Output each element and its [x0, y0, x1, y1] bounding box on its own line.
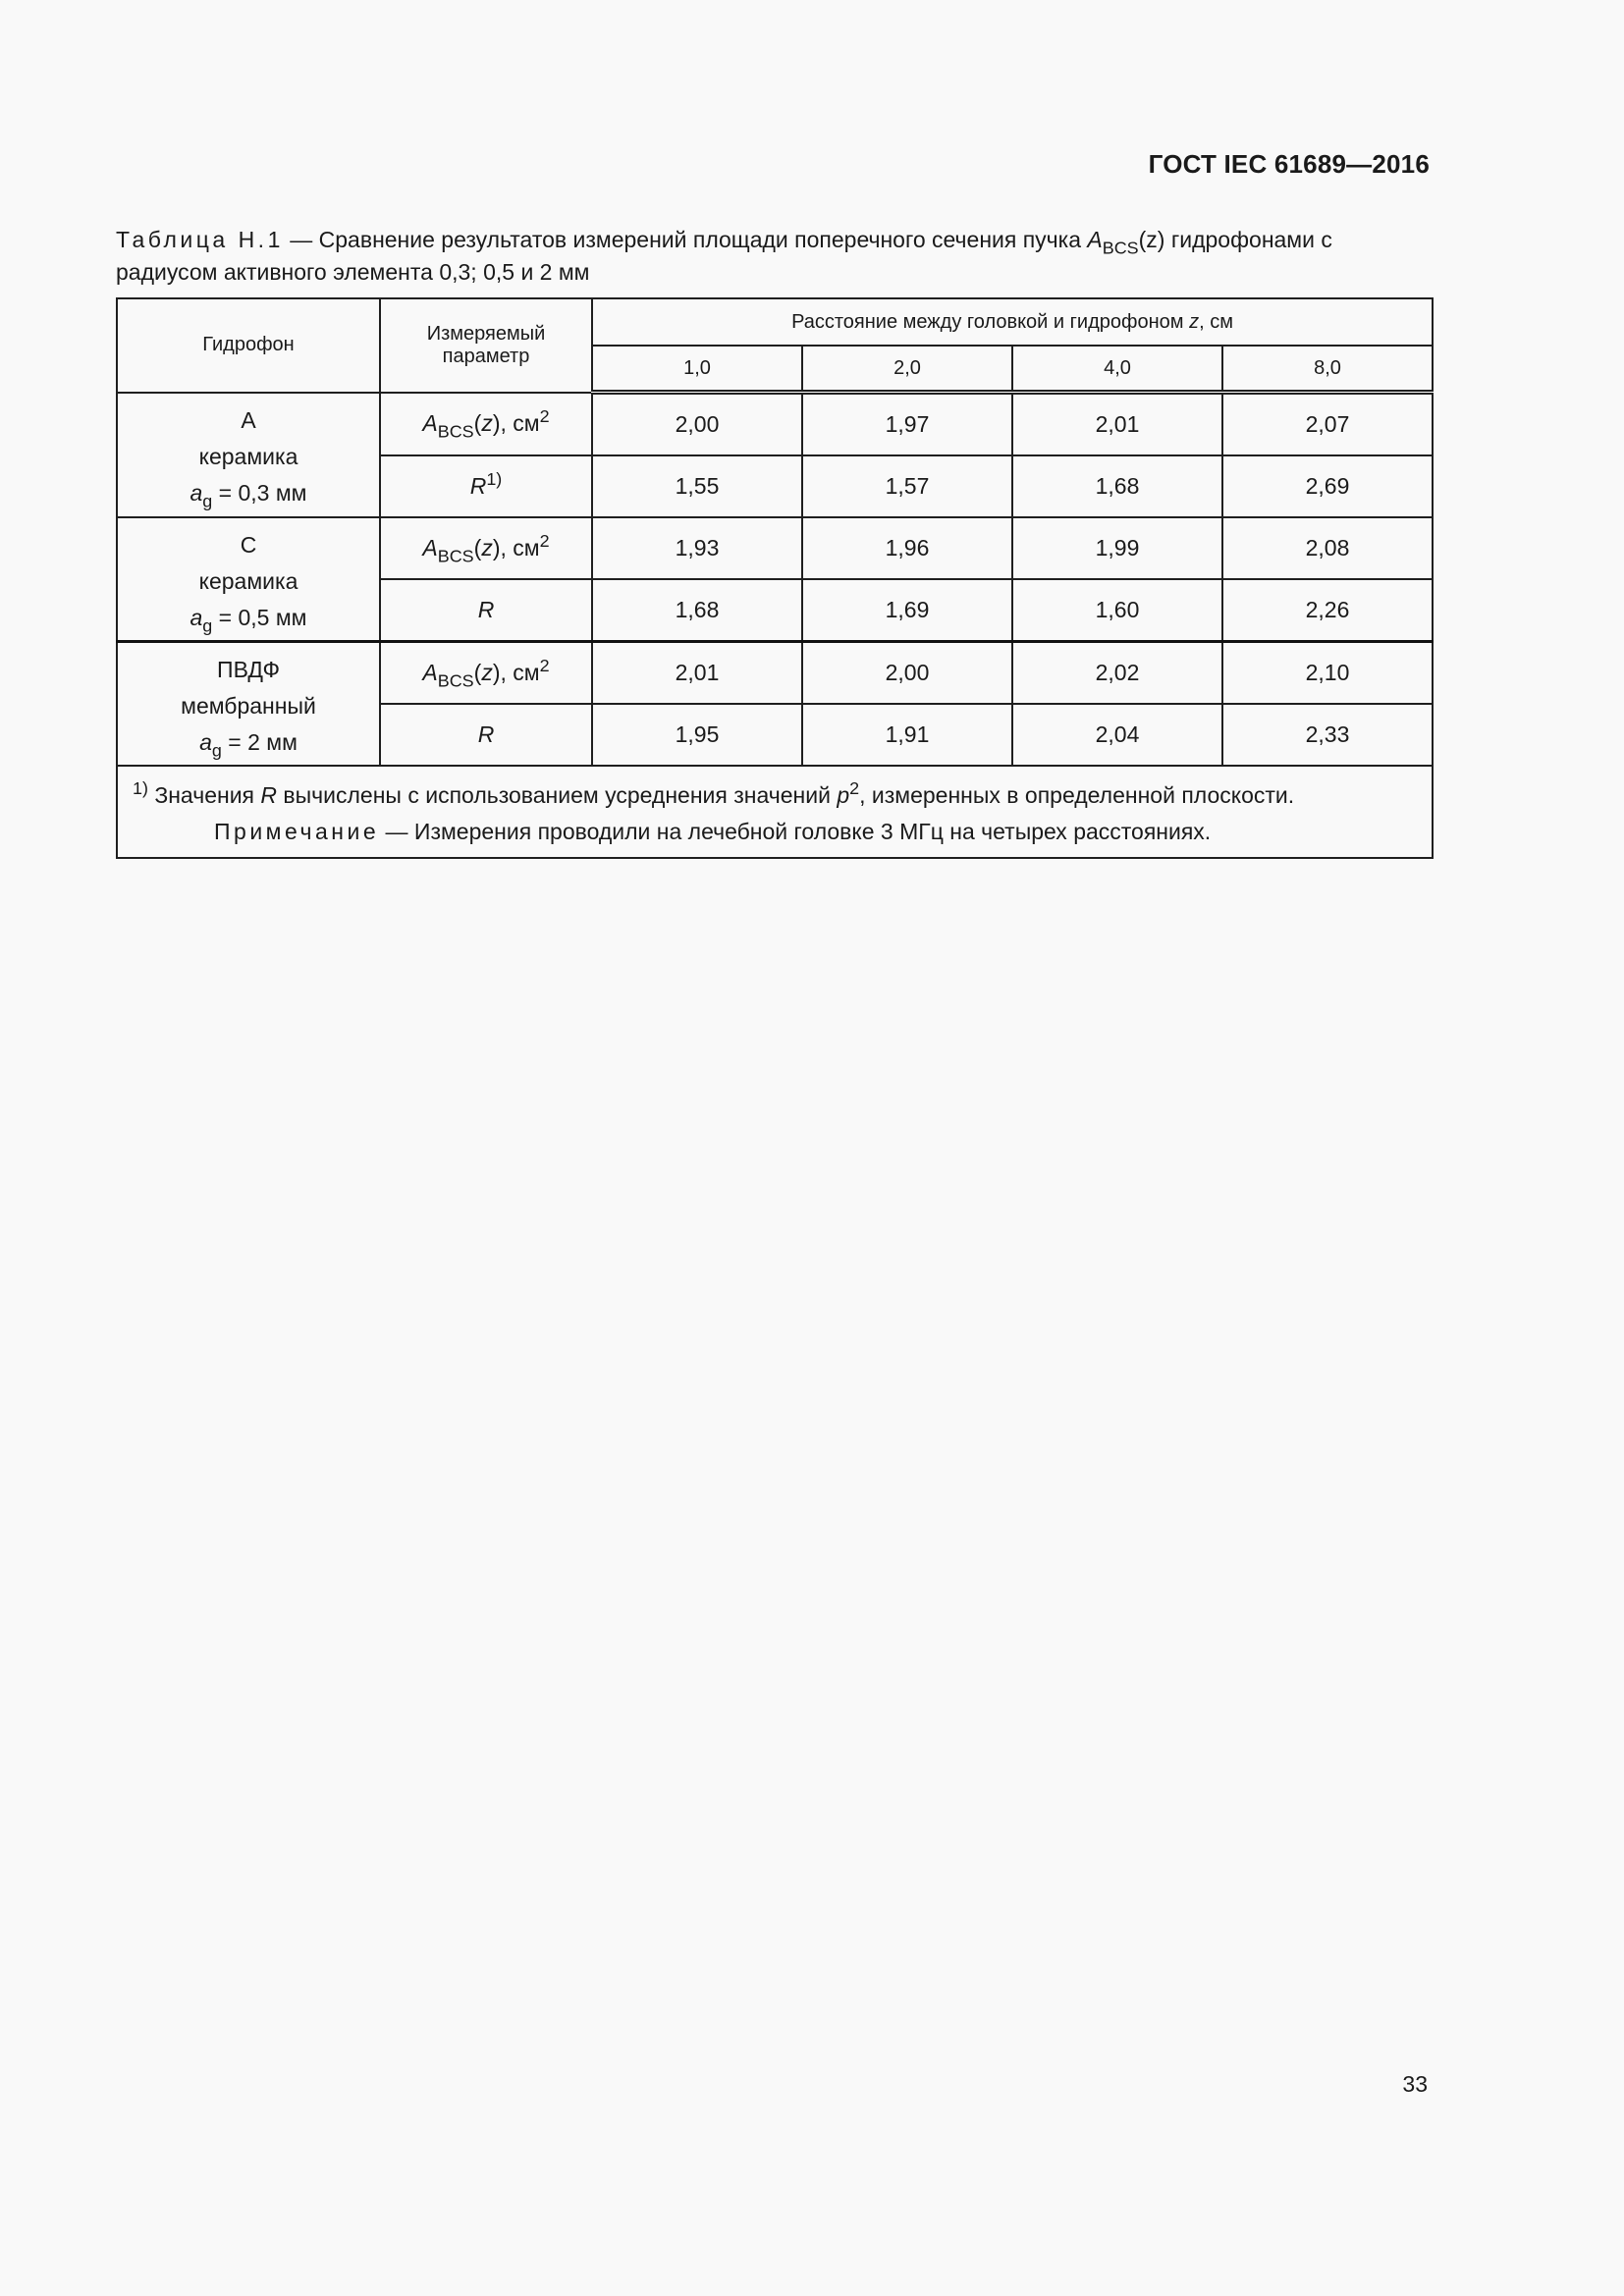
table-row: [117, 393, 1433, 456]
hydrophone-size: [118, 724, 379, 761]
footnote-text-c: , измеренных в определенной плоскости.: [859, 782, 1295, 808]
value-cell: 1,69: [802, 579, 1012, 642]
footnote-row: [117, 766, 1433, 858]
header-parameter-line1: Измеряемый: [426, 322, 546, 345]
header-distance-prefix: Расстояние между головкой и гидрофоном: [791, 310, 1184, 333]
size-value: = 2 мм: [221, 728, 298, 755]
footnote-text-b: вычислены с использованием усреднения значений: [277, 782, 838, 808]
value-cell: 1,68: [1012, 455, 1222, 517]
param-arg-open: (: [473, 660, 482, 685]
param-arg-var: z: [481, 535, 493, 561]
param-arg-close: ), см: [492, 535, 540, 561]
header-hydrophone: Гидрофон: [117, 298, 380, 393]
size-var: a: [189, 479, 203, 506]
caption-text-after: гидрофонами с радиусом активного элемента 0,3; 0,5 и 2 мм: [116, 227, 1332, 285]
footnote-sup: 2: [849, 778, 860, 799]
param-arg-open: (: [473, 410, 482, 437]
size-sub: g: [202, 491, 213, 511]
param-sup: 2: [539, 406, 550, 427]
header-distance: [592, 298, 1433, 346]
value-cell: 1,60: [1012, 579, 1222, 642]
value-cell: 1,99: [1012, 517, 1222, 579]
value-cell: 2,10: [1222, 642, 1433, 705]
value-cell: 2,04: [1012, 704, 1222, 766]
param-arg-var: z: [481, 660, 493, 685]
param-r-footnote-mark: 1): [486, 469, 503, 490]
footnote-var-p: p: [837, 782, 850, 808]
param-r: [380, 455, 592, 517]
caption-text-before: — Сравнение результатов измерений площади поперечного сечения пучка: [290, 227, 1082, 252]
param-symbol: A: [422, 535, 438, 561]
hydrophone-group-cell: [117, 642, 380, 767]
param-r: [380, 579, 592, 642]
param-sub: BCS: [437, 546, 474, 566]
hydrophone-name: ПВДФ: [217, 656, 280, 682]
param-arg-var: z: [481, 410, 493, 437]
hydrophone-name: А: [241, 406, 256, 433]
value-cell: 2,69: [1222, 455, 1433, 517]
param-r-symbol: R: [477, 597, 495, 622]
param-sup: 2: [539, 531, 550, 552]
param-arg-close: ), см: [492, 410, 540, 437]
hydrophone-material: мембранный: [181, 692, 316, 719]
hydrophone-size: [118, 475, 379, 511]
hydrophone-group-cell: [117, 393, 380, 518]
header-distance-value: 2,0: [802, 346, 1012, 393]
hydrophone-material: керамика: [198, 443, 298, 469]
value-cell: 2,00: [592, 393, 802, 456]
hydrophone-material: керамика: [198, 567, 298, 594]
value-cell: 2,02: [1012, 642, 1222, 705]
value-cell: 2,00: [802, 642, 1012, 705]
footnote-text-a: Значения: [147, 782, 261, 808]
page-number: 33: [1402, 2071, 1428, 2097]
hydrophone-group-cell: [117, 517, 380, 642]
header-distance-value: 8,0: [1222, 346, 1433, 393]
value-cell: 1,96: [802, 517, 1012, 579]
size-var: a: [199, 728, 212, 755]
note: [133, 817, 1417, 847]
param-abcs: [380, 642, 592, 705]
param-r: [380, 704, 592, 766]
header-parameter-line2: параметр: [442, 345, 530, 367]
footnote: [133, 780, 1417, 811]
param-abcs: [380, 393, 592, 456]
value-cell: 1,68: [592, 579, 802, 642]
footnote-var-r: R: [260, 782, 278, 808]
table-row: [117, 642, 1433, 705]
value-cell: 2,01: [1012, 393, 1222, 456]
param-r-symbol: R: [477, 721, 495, 747]
value-cell: 1,57: [802, 455, 1012, 517]
footnote-mark: 1): [133, 778, 148, 799]
value-cell: 1,55: [592, 455, 802, 517]
param-abcs: [380, 517, 592, 579]
footnote-cell: [117, 766, 1433, 858]
caption-symbol-arg: (z): [1138, 227, 1165, 252]
param-arg-close: ), см: [492, 660, 540, 685]
header-distance-value: 4,0: [1012, 346, 1222, 393]
size-sub: g: [202, 614, 213, 635]
caption-symbol: A: [1087, 227, 1103, 252]
value-cell: 2,33: [1222, 704, 1433, 766]
param-sub: BCS: [437, 670, 474, 691]
value-cell: 2,01: [592, 642, 802, 705]
hydrophone-size: [118, 600, 379, 636]
caption-symbol-sub: BCS: [1102, 238, 1139, 258]
value-cell: 2,08: [1222, 517, 1433, 579]
note-label: Примечание: [214, 819, 380, 844]
value-cell: 1,91: [802, 704, 1012, 766]
hydrophone-name: С: [240, 531, 257, 558]
param-sup: 2: [539, 656, 550, 676]
table-caption: [116, 224, 1430, 289]
size-value: = 0,5 мм: [212, 604, 307, 630]
param-r-symbol: R: [469, 473, 487, 499]
table-row: [117, 517, 1433, 579]
size-var: a: [189, 604, 203, 630]
size-sub: g: [211, 739, 222, 760]
param-sub: BCS: [437, 421, 474, 442]
param-arg-open: (: [473, 535, 482, 561]
header-distance-unit: , см: [1199, 310, 1233, 333]
value-cell: 2,26: [1222, 579, 1433, 642]
value-cell: 1,97: [802, 393, 1012, 456]
caption-label: Таблица Н.1: [116, 227, 284, 252]
size-value: = 0,3 мм: [212, 479, 307, 506]
document-header: ГОСТ IEC 61689—2016: [1148, 149, 1430, 179]
value-cell: 1,93: [592, 517, 802, 579]
note-text: — Измерения проводили на лечебной головке 3 МГц на четырех расстояниях.: [379, 819, 1212, 844]
header-distance-value: 1,0: [592, 346, 802, 393]
header-distance-var: z: [1189, 310, 1200, 333]
param-symbol: A: [422, 410, 438, 437]
param-symbol: A: [422, 660, 438, 685]
header-parameter: [380, 298, 592, 393]
measurement-table: [116, 297, 1434, 859]
value-cell: 1,95: [592, 704, 802, 766]
value-cell: 2,07: [1222, 393, 1433, 456]
